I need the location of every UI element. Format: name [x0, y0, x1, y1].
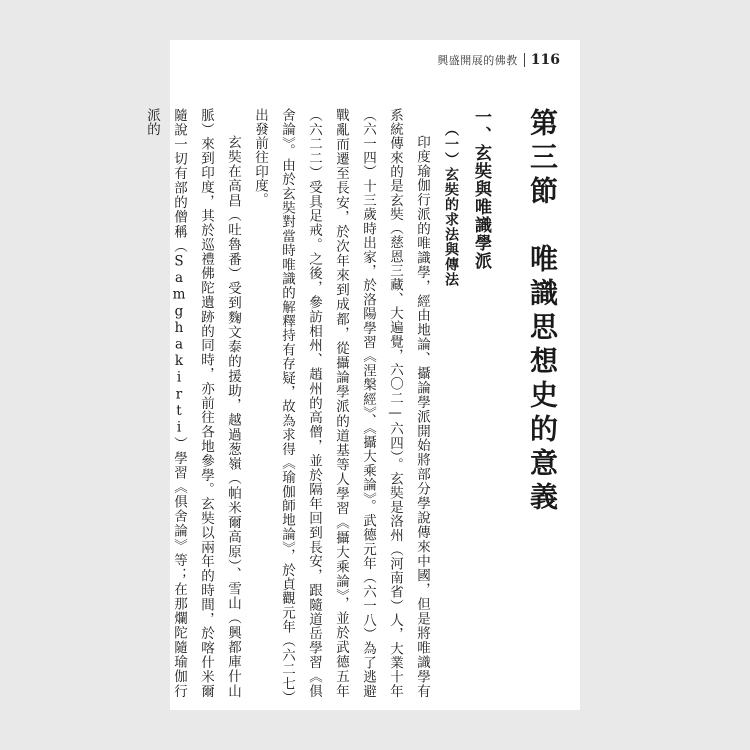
paragraph: 玄奘在高昌（吐魯番）受到麴文泰的援助，越過葱嶺（帕米爾高原）、雪山（興都庫什山脈）來到印度，其於巡禮佛陀遺跡的同時，亦前往各地參學。玄奘以兩年的時間，於喀什米爾隨說一切有部的僧稱（Samghakirti）學習《俱舍論》等；在那爛陀隨瑜伽行派的	[144, 108, 241, 698]
page-number: 116	[530, 52, 560, 68]
book-page	[144, 40, 580, 710]
header-divider	[524, 53, 525, 67]
running-header-title: 興盛開展的佛教	[437, 54, 518, 67]
vertical-body-text	[138, 108, 562, 698]
section-title: 第三節 唯識思想史的意義	[526, 108, 559, 516]
running-header	[437, 52, 560, 68]
sub-title: （一）玄奘的求法與傳法	[443, 122, 459, 287]
paragraph: 印度瑜伽行派的唯識學，經由地論、攝論學派開始將部分學說傳來中國，但是將唯識學有系統傳來的是玄奘（慈恩三藏、大遍覺，六〇二—六四）。玄奘是洛州（河南省）人，大業十年（六一四）十三歲時出家，於洛陽學習《涅槃經》、《攝大乘論》。武德元年（六一八）為了逃避戰亂而遷至長安，於次年來到成都，從攝論學派的道基等人學習《攝大乘論》，並於武德五年（六二二）受具足戒。之後，參訪相州、趙州的高僧，並於隔年回到長安，跟隨道岳學習《俱舍論》。由於玄奘對當時唯識的解釋持有存疑，故為求得《瑜伽師地論》，於貞觀元年（六二七）出發前往印度。	[252, 108, 430, 698]
chapter-title: 一、玄奘與唯識學派	[471, 108, 491, 270]
